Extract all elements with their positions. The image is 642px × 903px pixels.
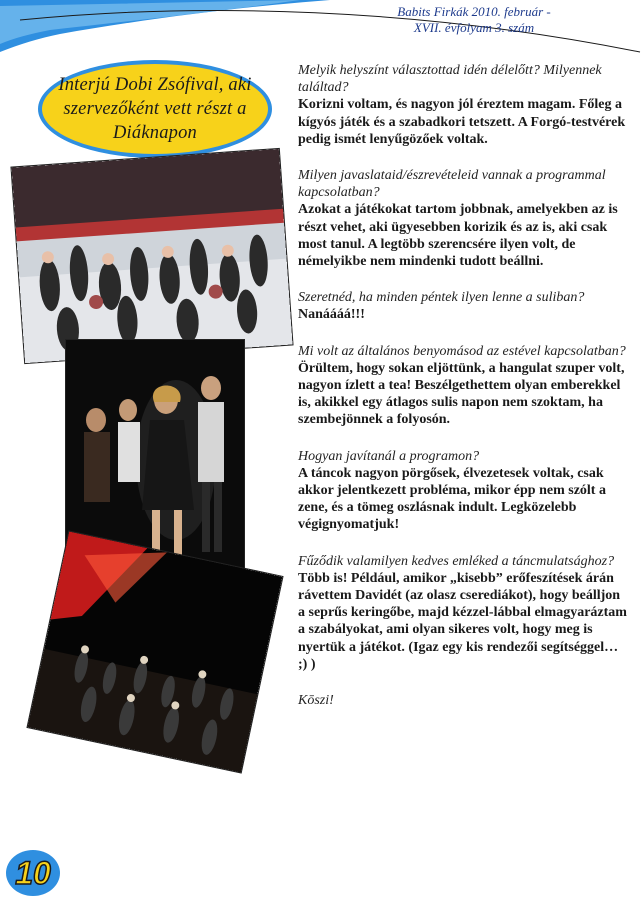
answer-4: Örültem, hogy sokan eljöttünk, a hangulat szuper volt, nagyon ízlett a tea! Beszélgethettem olyan emberekkel is, akikkel egy átlagos sulis napon nem szoktam, ha szembejönnek a folyosón. xyxy=(298,360,625,428)
answer-5: A táncok nagyon pörgősek, élvezetesek voltak, csak akkor jelentkezett probléma, mikor épp nem szólt a zene, és a tömeg oszlásnak indult. Legközelebb végignyomatjuk! xyxy=(298,465,606,533)
qa-item-2 xyxy=(298,167,630,270)
question-5: Hogyan javítanál a programon? xyxy=(298,448,480,464)
photo-dance-hall xyxy=(28,532,283,773)
qa-item-6 xyxy=(298,553,630,673)
answer-1: Korizni voltam, és nagyon jól éreztem magam. Főleg a kígyós játék és a szabadkori tetszett. A Forgó-testvérek pedig ismét lenyűgözőek voltak. xyxy=(298,97,626,147)
question-1: Melyik helyszínt választottad idén délelőtt? Milyennek találtad? xyxy=(298,63,602,96)
title-oval xyxy=(38,60,272,158)
answer-6: Több is! Például, amikor „kisebb” erőfeszítések árán rávettem Davidét (az olasz cserediákot), hogy beálljon a seprűs keringőbe, majd kézzel-lábbal elmagyaráztam a szabályokat, ami olyan sikeres volt, hogy meg is nyertük a játékot. (Igaz egy kis rendezői segítséggel… ;) ) xyxy=(298,570,627,672)
masthead xyxy=(364,4,584,36)
page-number: 10 xyxy=(15,854,51,891)
question-4: Mi volt az általános benyomásod az estével kapcsolatban? xyxy=(298,343,626,359)
answer-3: Nanáááá!!! xyxy=(298,307,365,323)
masthead-line-1: Babits Firkák 2010. február - xyxy=(397,4,551,19)
page-number-badge xyxy=(4,848,62,898)
answer-2: Azokat a játékokat tartom jobbnak, amelyekben az is részt vehet, aki ügyesebben korizik és az is, aki csak most tanul. A legtöbb szerencsére ilyen volt, de némelyikbe nem mindenki tudott beállni. xyxy=(298,202,618,270)
question-6: Fűződik valamilyen kedves emléked a táncmulatsághoz? xyxy=(298,553,615,569)
qa-item-4 xyxy=(298,343,630,429)
qa-item-1 xyxy=(298,62,630,148)
interview-content xyxy=(298,62,630,709)
article-title: Interjú Dobi Zsófival, aki szervezőként vett részt a Diáknapon xyxy=(58,75,252,143)
qa-item-3 xyxy=(298,289,630,323)
closing-remark: Kōszi! xyxy=(298,693,334,709)
photo-skating-crowd xyxy=(11,149,292,363)
question-2: Milyen javaslataid/észrevételeid vannak a programmal kapcsolatban? xyxy=(298,168,606,201)
masthead-line-2: XVII. évfolyam 3. szám xyxy=(413,20,535,35)
qa-item-5 xyxy=(298,448,630,534)
question-3: Szeretnéd, ha minden péntek ilyen lenne a suliban? xyxy=(298,290,585,306)
